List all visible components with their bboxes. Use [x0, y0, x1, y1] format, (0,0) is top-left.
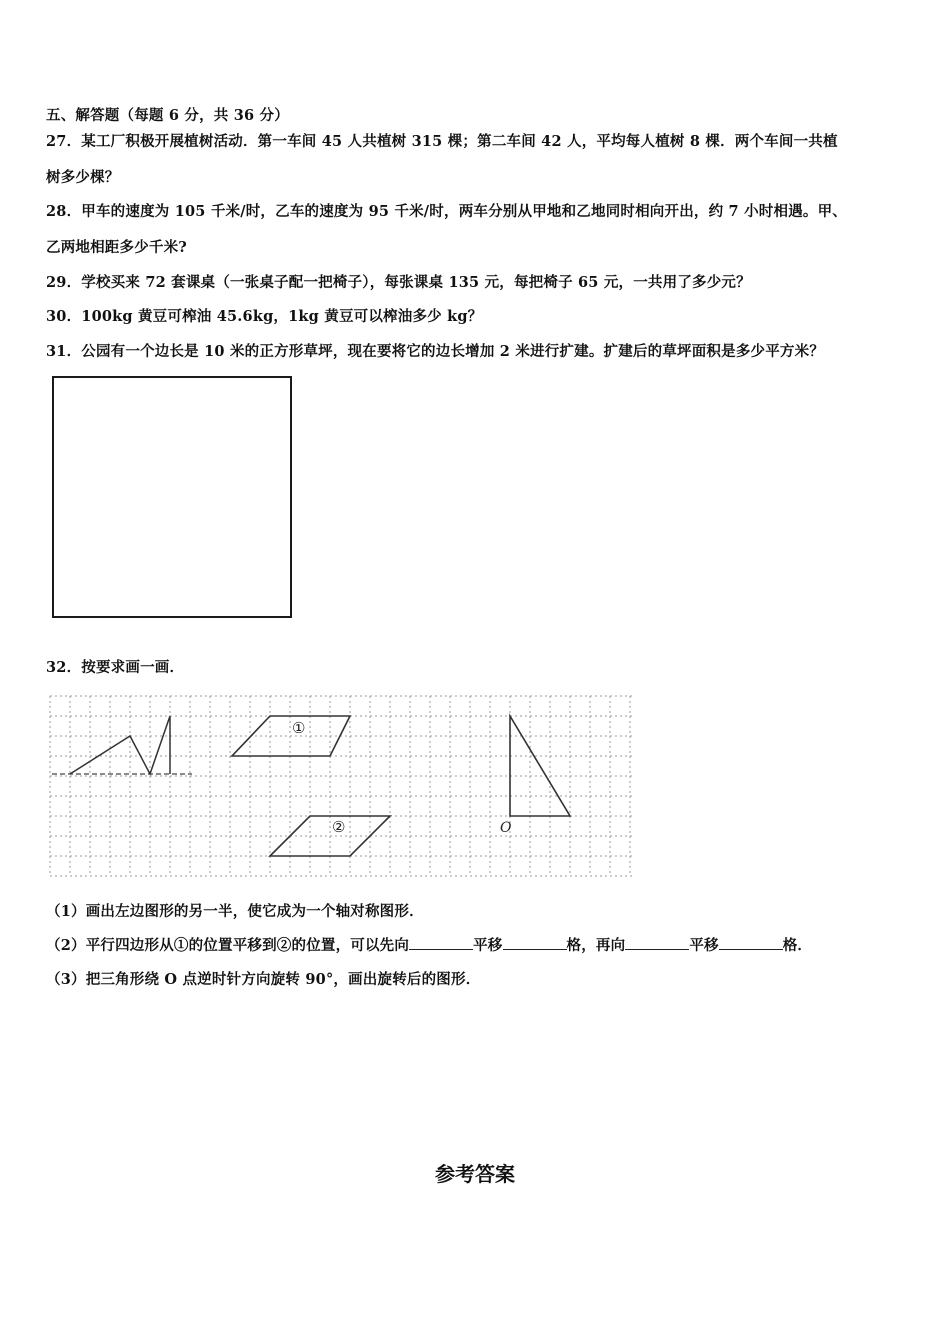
- answer-blank-3[interactable]: [625, 935, 689, 950]
- square-lawn-figure: [52, 376, 292, 618]
- answer-blank-2[interactable]: [503, 935, 567, 950]
- question-29: 29．学校买来 72 套课桌（一张桌子配一把椅子），每张课桌 135 元，每把椅子 65 元，一共用了多少元？: [46, 274, 751, 291]
- question-27-line2: 树多少棵？: [46, 169, 120, 186]
- question-28-line1: 28．甲车的速度为 105 千米/时，乙车的速度为 95 千米/时，两车分别从甲地和乙地同时相向开出，约 7 小时相遇。甲、: [46, 203, 847, 220]
- answer-blank-4[interactable]: [719, 935, 783, 950]
- answer-blank-1[interactable]: [409, 935, 473, 950]
- question-31: 31．公园有一个边长是 10 米的正方形草坪，现在要将它的边长增加 2 米进行扩建。扩建后的草坪面积是多少平方米？: [46, 343, 825, 360]
- question-32-part1: （1）画出左边图形的另一半，使它成为一个轴对称图形．: [46, 903, 424, 920]
- right-triangle: [510, 716, 570, 816]
- question-30: 30．100kg 黄豆可榨油 45.6kg，1kg 黄豆可以榨油多少 kg？: [46, 308, 483, 325]
- part2-text-e: 格．: [782, 937, 813, 954]
- part2-text-a: （2）平行四边形从①的位置平移到②的位置，可以先向: [46, 937, 410, 954]
- part2-text-b: 平移: [473, 937, 503, 954]
- left-half-figure: [70, 716, 170, 774]
- question-32-part2: [46, 934, 812, 955]
- label-shape-2: ②: [332, 818, 346, 836]
- part2-text-d: 平移: [689, 937, 719, 954]
- origin-label: O: [500, 820, 512, 836]
- part2-text-c: 格，再向: [566, 937, 626, 954]
- question-32-title: 32．按要求画一画．: [46, 659, 185, 676]
- question-28-line2: 乙两地相距多少千米?: [46, 239, 187, 256]
- question-32-part3: （3）把三角形绕 O 点逆时针方向旋转 90°，画出旋转后的图形．: [46, 971, 481, 988]
- answer-section-title: 参考答案: [435, 1162, 515, 1186]
- label-shape-1: ①: [292, 719, 306, 737]
- question-27-line1: 27．某工厂积极开展植树活动．第一车间 45 人共植树 315 棵；第二车间 42 人，平均每人植树 8 棵．两个车间一共植: [46, 133, 838, 150]
- drawing-grid: [48, 694, 636, 882]
- section-title: 五、解答题（每题 6 分，共 36 分）: [46, 107, 289, 124]
